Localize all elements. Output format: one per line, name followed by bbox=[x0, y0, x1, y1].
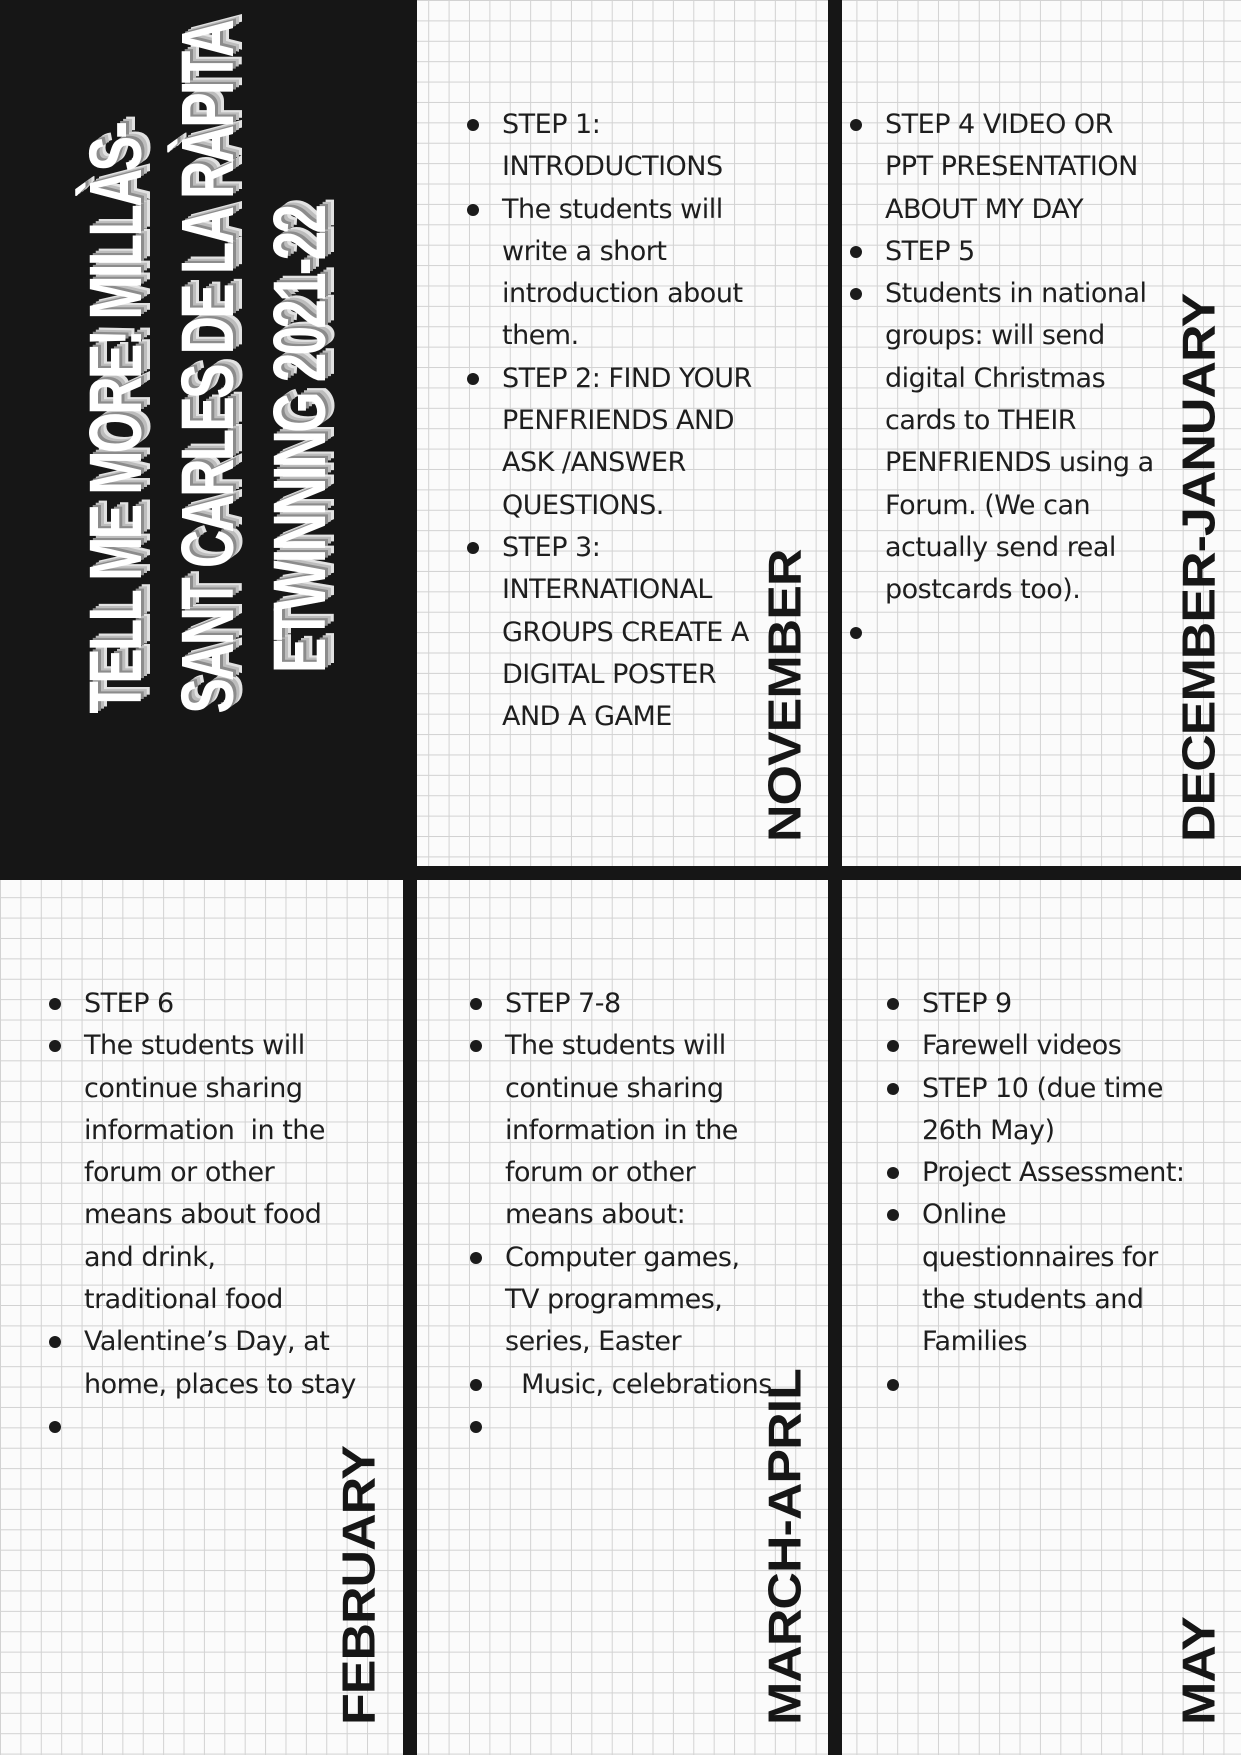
step-list bbox=[847, 104, 1154, 654]
step-text-line: PENFRIENDS AND bbox=[502, 405, 735, 437]
step-text-line: The students will bbox=[502, 193, 723, 225]
step-item bbox=[464, 358, 752, 527]
step-text-line: ABOUT MY DAY bbox=[885, 193, 1084, 225]
step-text-line: The students will bbox=[84, 1030, 305, 1062]
step-text-line: STEP 4 VIDEO OR bbox=[885, 109, 1113, 140]
step-item bbox=[847, 612, 1154, 654]
step-text-line: means about food bbox=[84, 1199, 322, 1231]
step-text-line: digital Christmas bbox=[885, 362, 1106, 394]
step-text-line: STEP 2: FIND YOUR bbox=[502, 362, 752, 394]
step-item bbox=[46, 1321, 356, 1406]
title-line: TELL ME MORE! MILLÀS- bbox=[74, 123, 157, 714]
divider-vertical-bottom-right bbox=[828, 866, 842, 1755]
step-text-line: Computer games, bbox=[505, 1241, 740, 1273]
step-item bbox=[467, 1406, 772, 1448]
step-text-line: DIGITAL POSTER bbox=[502, 658, 717, 690]
step-text-line: write a short bbox=[502, 235, 667, 267]
step-item bbox=[884, 1364, 1185, 1406]
step-text-line: STEP 10 (due time bbox=[922, 1072, 1163, 1104]
step-text-line bbox=[885, 612, 1154, 654]
step-item bbox=[847, 104, 1154, 231]
step-text-line: introduction about bbox=[502, 278, 743, 310]
step-item bbox=[467, 1237, 772, 1364]
step-text-line: TV programmes, bbox=[505, 1284, 723, 1316]
step-text-line: forum or other bbox=[84, 1157, 275, 1189]
step-text-line: STEP 6 bbox=[84, 988, 174, 1019]
step-text-line: QUESTIONS. bbox=[502, 489, 664, 521]
step-text-line: cards to THEIR bbox=[885, 405, 1077, 437]
step-text-line: information in the bbox=[505, 1114, 738, 1146]
divider-vertical-bottom-left bbox=[403, 866, 417, 1755]
step-text-line: STEP 5 bbox=[885, 235, 975, 267]
step-list bbox=[884, 983, 1185, 1406]
step-item bbox=[464, 527, 752, 738]
step-item bbox=[46, 983, 356, 1025]
title-panel bbox=[0, 0, 417, 880]
step-list bbox=[467, 983, 772, 1448]
step-text-line: postcards too). bbox=[885, 574, 1081, 606]
step-text-line: actually send real bbox=[885, 531, 1116, 563]
step-text-line: the students and bbox=[922, 1284, 1144, 1316]
step-item bbox=[467, 983, 772, 1025]
step-item bbox=[884, 1068, 1185, 1153]
step-text-line: means about: bbox=[505, 1199, 686, 1231]
step-text-line: Music, celebrations bbox=[505, 1368, 772, 1400]
step-text-line: Students in national bbox=[885, 278, 1147, 310]
month-label-november: NOVEMBER bbox=[759, 549, 812, 842]
step-text-line: GROUPS CREATE A bbox=[502, 616, 749, 648]
step-item bbox=[467, 1025, 772, 1236]
step-text-line: The students will bbox=[505, 1030, 726, 1062]
step-text-line: ASK /ANSWER bbox=[502, 447, 686, 479]
step-list bbox=[464, 104, 752, 738]
step-item bbox=[884, 1025, 1185, 1067]
step-text-line bbox=[505, 1406, 772, 1448]
step-text-line: continue sharing bbox=[84, 1072, 303, 1104]
step-text-line: Forum. (We can bbox=[885, 489, 1091, 521]
step-text-line: series, Easter bbox=[505, 1326, 682, 1358]
step-text-line: Project Assessment: bbox=[922, 1157, 1185, 1189]
step-text-line: home, places to stay bbox=[84, 1368, 356, 1400]
step-text-line: traditional food bbox=[84, 1284, 283, 1316]
step-text-line: INTERNATIONAL bbox=[502, 574, 712, 606]
step-text-line: STEP 3: bbox=[502, 531, 601, 563]
month-label-may: MAY bbox=[1173, 1617, 1226, 1725]
step-text-line bbox=[84, 1406, 356, 1448]
divider-vertical-top bbox=[828, 0, 842, 880]
project-title bbox=[70, 21, 346, 820]
step-item bbox=[46, 1025, 356, 1321]
step-text-line: INTRODUCTIONS bbox=[502, 151, 723, 183]
step-text-line: continue sharing bbox=[505, 1072, 724, 1104]
step-text-line: questionnaires for bbox=[922, 1241, 1158, 1273]
step-text-line: them. bbox=[502, 320, 579, 352]
step-text-line: forum or other bbox=[505, 1157, 696, 1189]
step-item bbox=[884, 1194, 1185, 1363]
month-label-december-january: DECEMBER-JANUARY bbox=[1173, 293, 1226, 842]
step-text-line: Families bbox=[922, 1326, 1028, 1358]
step-text-line: groups: will send bbox=[885, 320, 1105, 352]
title-line: SANT CARLES DE LA RÀPITA bbox=[166, 21, 249, 714]
step-list bbox=[46, 983, 356, 1448]
step-item bbox=[884, 983, 1185, 1025]
step-item bbox=[884, 1152, 1185, 1194]
step-text-line: Online bbox=[922, 1199, 1007, 1231]
month-label-february: FEBRUARY bbox=[333, 1446, 386, 1725]
step-item bbox=[46, 1406, 356, 1448]
step-item bbox=[467, 1364, 772, 1406]
step-text-line: PPT PRESENTATION bbox=[885, 151, 1138, 183]
step-text-line: Valentine’s Day, at bbox=[84, 1326, 330, 1358]
month-label-march-april: MARCH-APRIL bbox=[759, 1369, 812, 1725]
step-text-line: AND A GAME bbox=[502, 701, 672, 733]
step-text-line: STEP 9 bbox=[922, 988, 1012, 1019]
step-text-line: PENFRIENDS using a bbox=[885, 447, 1154, 479]
step-text-line: STEP 1: bbox=[502, 109, 601, 140]
step-text-line bbox=[922, 1364, 1185, 1406]
step-item bbox=[464, 104, 752, 189]
step-item bbox=[847, 231, 1154, 273]
step-text-line: STEP 7-8 bbox=[505, 988, 621, 1019]
step-text-line: Farewell videos bbox=[922, 1030, 1122, 1062]
title-line: ETWINNING 2021-22 bbox=[258, 206, 341, 674]
step-item bbox=[847, 273, 1154, 611]
step-item bbox=[464, 189, 752, 358]
step-text-line: and drink, bbox=[84, 1241, 216, 1273]
step-text-line: 26th May) bbox=[922, 1114, 1055, 1146]
step-text-line: information in the bbox=[84, 1114, 326, 1146]
